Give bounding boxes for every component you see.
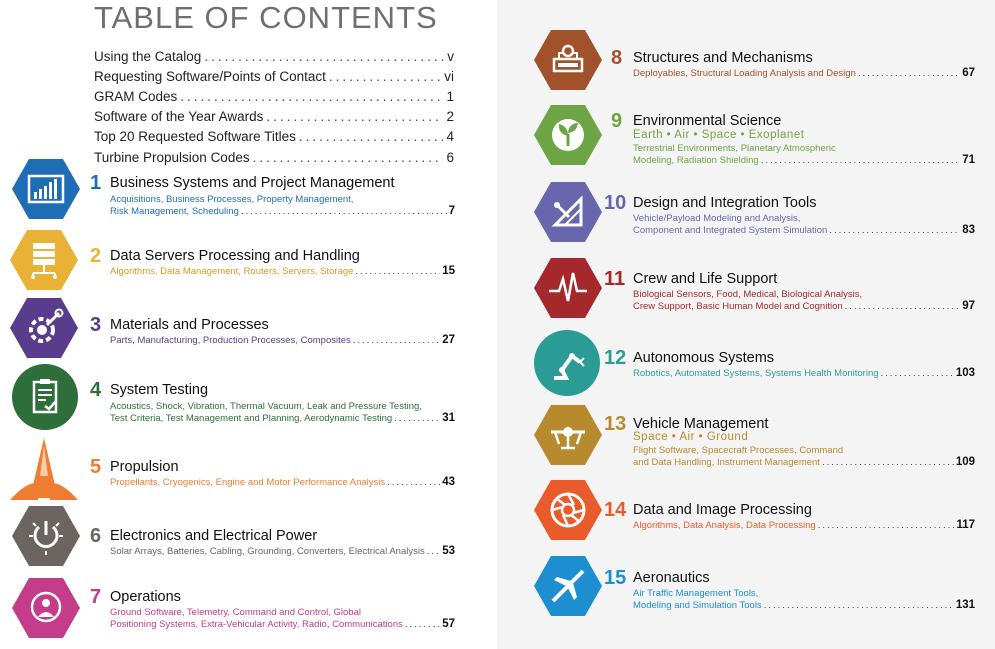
toc-entry-label: GRAM Codes — [94, 89, 178, 104]
section-page: 31 — [442, 412, 455, 424]
section-title: Vehicle Management — [633, 416, 769, 432]
section-title: System Testing — [110, 382, 209, 398]
robot-arm-icon — [534, 330, 600, 396]
section-title: Structures and Mechanisms — [633, 50, 813, 66]
section-number: 8 — [611, 47, 623, 69]
section-page: 71 — [962, 154, 975, 166]
section-desc-line: Biological Sensors, Food, Medical, Biological Analysis, — [633, 289, 863, 300]
section-title: Materials and Processes — [110, 317, 269, 333]
leader-dots — [204, 49, 444, 64]
toc-entry-page: vi — [444, 69, 454, 84]
toc-entry-page: 1 — [446, 89, 454, 104]
section-page: 27 — [442, 334, 455, 346]
section-desc-line: Flight Software, Spacecraft Processes, Command — [633, 445, 844, 456]
section-page: 53 — [442, 545, 455, 557]
section-subtitle: Space • Air • Ground — [633, 431, 749, 443]
section-number: 12 — [604, 347, 627, 369]
section-number: 5 — [90, 456, 102, 478]
section-title: Environmental Science — [633, 113, 782, 129]
toc-entry-page: 6 — [446, 150, 454, 165]
toc-entry-top-20[interactable] — [94, 124, 454, 144]
section-number: 1 — [90, 172, 102, 194]
section-title: Data Servers Processing and Handling — [110, 248, 360, 264]
section-number: 15 — [604, 567, 627, 589]
power-icon — [12, 506, 80, 566]
toc-entry-page: 2 — [446, 109, 454, 124]
section-title: Business Systems and Project Management — [110, 175, 395, 191]
section-desc-line: Algorithms, Data Management, Routers, Servers, Storage ..... 15 — [110, 263, 455, 277]
section-page: 109 — [955, 456, 975, 468]
toc-entry-software-of-year[interactable] — [94, 104, 454, 124]
section-page: 57 — [442, 618, 455, 630]
toc-entry-page: 4 — [446, 129, 454, 144]
section-title: Autonomous Systems — [633, 350, 775, 366]
operator-icon — [12, 578, 80, 638]
section-title: Electronics and Electrical Power — [110, 528, 318, 544]
section-number: 10 — [604, 192, 627, 214]
right-column-background — [497, 0, 995, 649]
section-desc-line: Ground Software, Telemetry, Command and Control, Global — [110, 607, 361, 618]
section-desc-line: Modeling and Simulation Tools ..... 131 — [633, 597, 975, 611]
section-number: 11 — [604, 268, 626, 290]
leader-dots — [299, 129, 444, 144]
toc-entry-label: Requesting Software/Points of Contact — [94, 69, 326, 84]
section-page: 15 — [442, 265, 455, 277]
section-desc-line: and Data Handling, Instrument Management ..... 109 — [633, 454, 975, 468]
section-subtitle: Earth • Air • Space • Exoplanet — [633, 129, 805, 141]
section-title: Data and Image Processing — [633, 502, 812, 518]
section-page: 103 — [955, 367, 975, 379]
section-page: 131 — [955, 599, 975, 611]
section-desc-line: Vehicle/Payload Modeling and Analysis, — [633, 213, 801, 224]
page-title: TABLE OF CONTENTS — [94, 0, 438, 35]
section-desc-line: Solar Arrays, Batteries, Cabling, Grounding, Converters, Electrical Analysis ..... 53 — [110, 543, 455, 557]
toc-entry-turbine-propulsion[interactable] — [94, 145, 454, 165]
section-number: 14 — [604, 499, 627, 521]
section-desc-line: Risk Management, Scheduling ..... 7 — [110, 203, 455, 217]
section-number: 2 — [90, 245, 102, 267]
section-title: Crew and Life Support — [633, 271, 778, 287]
section-page: 7 — [448, 205, 455, 217]
section-title: Design and Integration Tools — [633, 195, 817, 211]
toc-entry-page: v — [447, 49, 454, 64]
section-page: 43 — [442, 476, 455, 488]
section-number: 13 — [604, 413, 627, 435]
section-desc-line: Robotics, Automated Systems, Systems Health Monitoring ..... 103 — [633, 365, 975, 379]
leader-dots — [329, 69, 441, 84]
toc-entry-label: Software of the Year Awards — [94, 109, 264, 124]
toc-entry-gram-codes[interactable] — [94, 84, 454, 104]
leader-dots — [266, 109, 443, 124]
section-page: 117 — [956, 519, 975, 531]
section-number: 4 — [90, 379, 102, 401]
bar-chart-icon — [12, 159, 80, 219]
section-title: Propulsion — [110, 459, 179, 475]
section-desc-line: Test Criteria, Test Management and Planning, Aerodynamic Testing ..... 31 — [110, 410, 455, 424]
gear-wrench-icon — [10, 298, 78, 358]
section-number: 6 — [90, 525, 102, 547]
toc-entry-label: Turbine Propulsion Codes — [94, 150, 250, 165]
section-number: 7 — [90, 586, 102, 608]
rocket-icon — [8, 436, 80, 502]
leader-dots — [180, 89, 443, 104]
section-desc-line: Algorithms, Data Analysis, Data Processing ..... 117 — [633, 517, 975, 531]
toc-entry-requesting-software[interactable] — [94, 64, 454, 84]
section-desc-line: Acoustics, Shock, Vibration, Thermal Vacuum, Leak and Pressure Testing, — [110, 401, 422, 412]
section-desc-line: Modeling, Radiation Shielding ..... 71 — [633, 152, 975, 166]
section-page: 97 — [962, 300, 975, 312]
section-desc-line: Terrestrial Environments, Planetary Atmospheric — [633, 143, 836, 154]
section-desc-line: Air Traffic Management Tools, — [633, 588, 759, 599]
section-number: 9 — [611, 110, 623, 132]
section-desc-line: Propellants, Cryogenics, Engine and Motor Performance Analysis ..... 43 — [110, 474, 455, 488]
section-page: 83 — [962, 224, 975, 236]
section-desc-line: Acquisitions, Business Processes, Property Management, — [110, 194, 354, 205]
section-desc-line: Deployables, Structural Loading Analysis and Design ..... 67 — [633, 65, 975, 79]
section-title: Aeronautics — [633, 570, 710, 586]
section-number: 3 — [90, 314, 102, 336]
section-desc-line: Parts, Manufacturing, Production Processes, Composites ..... 27 — [110, 332, 455, 346]
section-desc-line: Component and Integrated System Simulation ..... 83 — [633, 222, 975, 236]
section-desc-line: Positioning Systems, Extra-Vehicular Activity, Radio, Communications ..... 57 — [110, 616, 455, 630]
section-desc-line: Crew Support, Basic Human Model and Cognition ..... 97 — [633, 298, 975, 312]
toc-entry-label: Using the Catalog — [94, 49, 202, 64]
toc-entry-using-catalog[interactable] — [94, 44, 454, 64]
server-icon — [10, 230, 78, 290]
section-title: Operations — [110, 589, 181, 605]
leader-dots — [253, 150, 444, 165]
toc-entry-label: Top 20 Requested Software Titles — [94, 129, 296, 144]
section-page: 67 — [962, 67, 975, 79]
clipboard-check-icon — [12, 364, 78, 430]
